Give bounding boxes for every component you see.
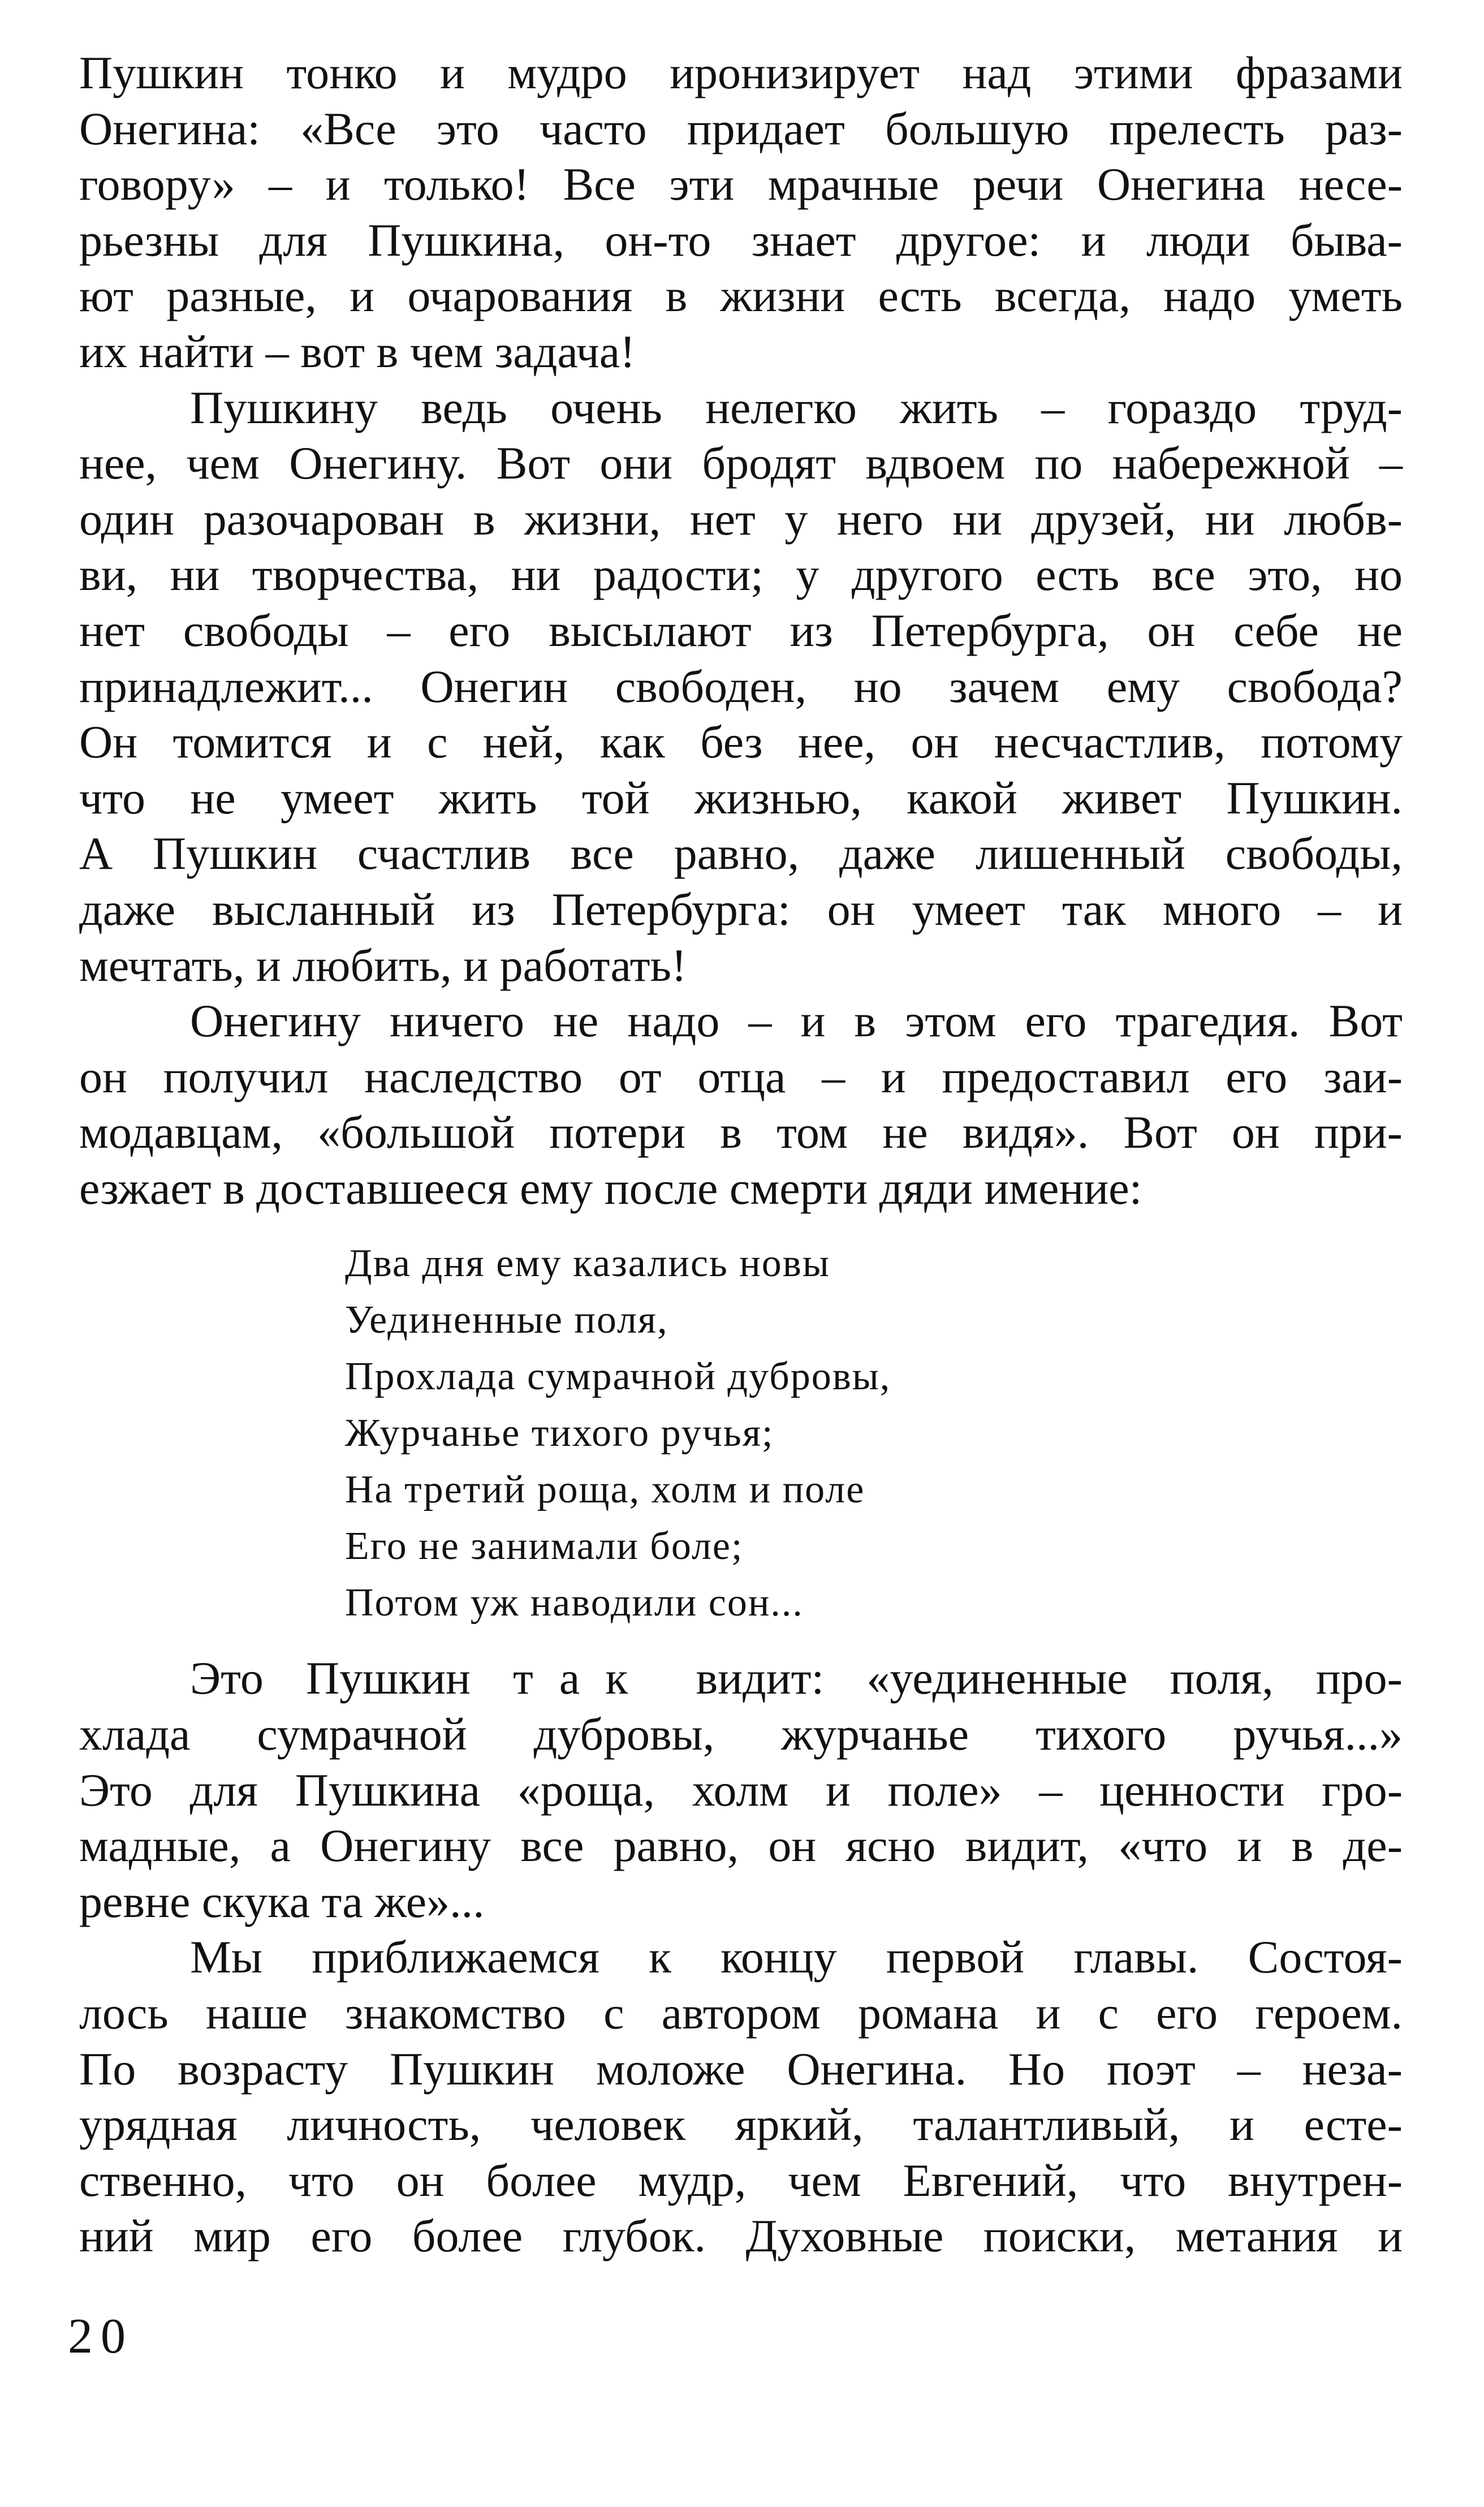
text-line: что не умеет жить той жизнью, какой живет Пушкин. [79,772,1403,824]
text-line: ний мир его более глубок. Духовные поиски, метания и [79,2210,1403,2262]
emphasized-word: так [513,1652,654,1704]
text-line: мечтать, и любить, и работать! [79,939,687,991]
text-line: нет свободы – его высылают из Петербурга, он себе не [79,604,1403,656]
poem-quotation [345,1235,1403,1631]
poem-verse: Прохлада сумрачной дубровы, [345,1355,891,1399]
text-line: Онегина: «Все это часто придает большую прелесть раз- [79,102,1403,154]
text-line: принадлежит... Онегин свободен, но зачем ему свобода? [79,660,1403,712]
text-line: один разочарован в жизни, нет у него ни друзей, ни любв- [79,493,1403,545]
text-line: Мы приближаемся к концу первой главы. Состоя- [190,1931,1403,1983]
text-line: По возрасту Пушкин моложе Онегина. Но поэт – неза- [79,2043,1403,2095]
text-line: Пушкин тонко и мудро иронизирует над этими фразами [79,47,1403,98]
text-line: езжает в доставшееся ему после смерти дяди имение: [79,1162,1142,1214]
text-line: их найти – вот в чем задача! [79,325,636,377]
paragraph-2 [79,380,1403,994]
text-fragment: видит: «уединенные поля, про- [653,1652,1403,1704]
text-line: хлада сумрачной дубровы, журчанье тихого ручья...» [79,1708,1403,1760]
book-page [79,45,1403,2264]
poem-verse: На третий роща, холм и поле [345,1468,865,1512]
paragraph-1 [79,45,1403,380]
paragraph-3 [79,993,1403,1216]
paragraph-5 [79,1929,1403,2264]
text-line: урядная личность, человек яркий, талантливый, и есте- [79,2099,1403,2151]
text-line: рьезны для Пушкина, он-то знает другое: и люди быва- [79,214,1403,266]
text-line [79,1651,1403,1707]
poem-verse: Потом уж наводили сон... [345,1581,804,1625]
page-number: 20 [68,2309,133,2364]
text-line: ют разные, и очарования в жизни есть всегда, надо уметь [79,270,1403,322]
poem-verse: Журчанье тихого ручья; [345,1411,774,1455]
text-line: Это для Пушкина «роща, холм и поле» – ценности гро- [79,1764,1403,1816]
text-line: лось наше знакомство с автором романа и с его героем. [79,1987,1403,2039]
text-line: Онегину ничего не надо – и в этом его трагедия. Вот [190,995,1403,1047]
text-line: даже высланный из Петербурга: он умеет так много – и [79,883,1403,935]
text-line: он получил наследство от отца – и предоставил его заи- [79,1050,1403,1102]
poem-verse: Уединенные поля, [345,1298,668,1342]
paragraph-4 [79,1651,1403,1929]
text-line: говору» – и только! Все эти мрачные речи Онегина несе- [79,158,1403,210]
text-line: нее, чем Онегину. Вот они бродят вдвоем по набережной – [79,437,1403,489]
text-line: ви, ни творчества, ни радости; у другого есть все это, но [79,549,1403,601]
text-line: ственно, что он более мудр, чем Евгений, что внутрен- [79,2154,1403,2206]
text-line: ревне скука та же»... [79,1875,485,1927]
text-line: Он томится и с ней, как без нее, он несчастлив, потому [79,716,1403,768]
poem-verse: Его не занимали боле; [345,1524,744,1569]
text-line: модавцам, «большой потери в том не видя». Вот он при- [79,1106,1403,1158]
text-line: Пушкину ведь очень нелегко жить – гораздо труд- [190,381,1403,433]
text-line: А Пушкин счастлив все равно, даже лишенный свободы, [79,828,1403,880]
text-line: мадные, а Онегину все равно, он ясно видит, «что и в де- [79,1820,1403,1872]
poem-verse: Два дня ему казались новы [345,1242,830,1286]
text-fragment: Это Пушкин [190,1652,513,1704]
